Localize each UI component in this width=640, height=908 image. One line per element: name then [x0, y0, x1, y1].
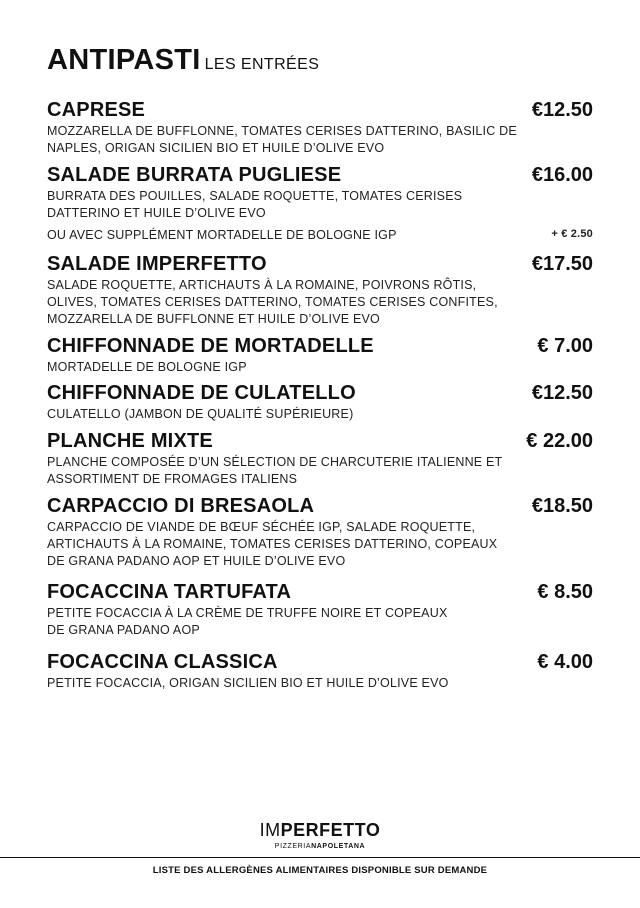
- item-price: €17.50: [531, 253, 593, 275]
- item-description: MORTADELLE DE BOLOGNE IGP: [47, 360, 247, 374]
- item-name: SALADE BURRATA PUGLIESE: [47, 164, 342, 186]
- item-price: € 7.00: [537, 335, 593, 357]
- title-main: ANTIPASTI: [47, 44, 201, 76]
- item-price: € 4.00: [537, 651, 593, 673]
- logo-tagline: PIZZERIANAPOLETANA: [274, 843, 366, 850]
- item-description: SALADE ROQUETTE, ARTICHAUTS À LA ROMAINE, POIVRONS RÔTIS, OLIVES, TOMATES CERISES DATTERINO, TOMATES CERISES CONFITES, MOZZARELLA DE BUFFLONNE ET HUILE D’OLIVE EVO: [47, 278, 498, 326]
- menu-item-salade-imperfetto: [47, 253, 593, 328]
- item-description: CULATELLO (JAMBON DE QUALITÉ SUPÉRIEURE): [47, 407, 354, 421]
- page-title: [47, 44, 319, 77]
- item-price: €18.50: [531, 495, 593, 517]
- menu-item-chiffonnade-mortadelle: [47, 335, 593, 376]
- item-price: € 8.50: [537, 581, 593, 603]
- item-name: CHIFFONNADE DE CULATELLO: [47, 382, 356, 404]
- item-price: €12.50: [531, 382, 593, 404]
- item-description: MOZZARELLA DE BUFFLONNE, TOMATES CERISES DATTERINO, BASILIC DE NAPLES, ORIGAN SICILIEN BIO ET HUILE D’OLIVE EVO: [47, 124, 517, 155]
- menu-item-caprese: [47, 99, 593, 157]
- menu-item-focaccina-tartufata: [47, 581, 593, 639]
- item-name: SALADE IMPERFETTO: [47, 253, 267, 275]
- menu-item-carpaccio: [47, 495, 593, 570]
- menu-item-planche-mixte: [47, 430, 593, 488]
- item-description: PLANCHE COMPOSÉE D’UN SÉLECTION DE CHARCUTERIE ITALIENNE ET ASSORTIMENT DE FROMAGES ITALIENS: [47, 455, 503, 486]
- logo-wordmark: IMPERFETTO: [259, 820, 381, 840]
- item-name: CARPACCIO DI BRESAOLA: [47, 495, 315, 517]
- menu-item-salade-burrata: [47, 164, 593, 222]
- item-description: CARPACCIO DE VIANDE DE BŒUF SÉCHÉE IGP, SALADE ROQUETTE, ARTICHAUTS À LA ROMAINE, TOMATES CERISES DATTERINO, COPEAUX DE GRANA PADANO AOP ET HUILE D’OLIVE EVO: [47, 520, 498, 568]
- supplement-price: + € 2.50: [551, 228, 593, 240]
- item-price: € 22.00: [526, 430, 593, 452]
- supplement-line: [47, 228, 593, 242]
- item-description: PETITE FOCACCIA À LA CRÈME DE TRUFFE NOIRE ET COPEAUX DE GRANA PADANO AOP: [47, 606, 448, 637]
- item-name: CHIFFONNADE DE MORTADELLE: [47, 335, 374, 357]
- restaurant-logo: [0, 820, 640, 850]
- item-name: FOCACCINA CLASSICA: [47, 651, 278, 673]
- item-price: €16.00: [531, 164, 593, 186]
- item-name: FOCACCINA TARTUFATA: [47, 581, 292, 603]
- supplement-text: OU AVEC SUPPLÉMENT MORTADELLE DE BOLOGNE IGP: [47, 228, 397, 242]
- item-description: BURRATA DES POUILLES, SALADE ROQUETTE, TOMATES CERISES DATTERINO ET HUILE D’OLIVE EVO: [47, 189, 463, 220]
- menu-item-chiffonnade-culatello: [47, 382, 593, 423]
- footer-divider: [0, 857, 640, 858]
- title-sub: LES ENTRÉES: [204, 56, 320, 73]
- item-name: CAPRESE: [47, 99, 146, 121]
- item-description: PETITE FOCACCIA, ORIGAN SICILIEN BIO ET HUILE D’OLIVE EVO: [47, 676, 449, 690]
- item-price: €12.50: [531, 99, 593, 121]
- menu-item-focaccina-classica: [47, 651, 593, 692]
- allergen-notice: LISTE DES ALLERGÈNES ALIMENTAIRES DISPONIBLE SUR DEMANDE: [152, 865, 488, 876]
- item-name: PLANCHE MIXTE: [47, 430, 213, 452]
